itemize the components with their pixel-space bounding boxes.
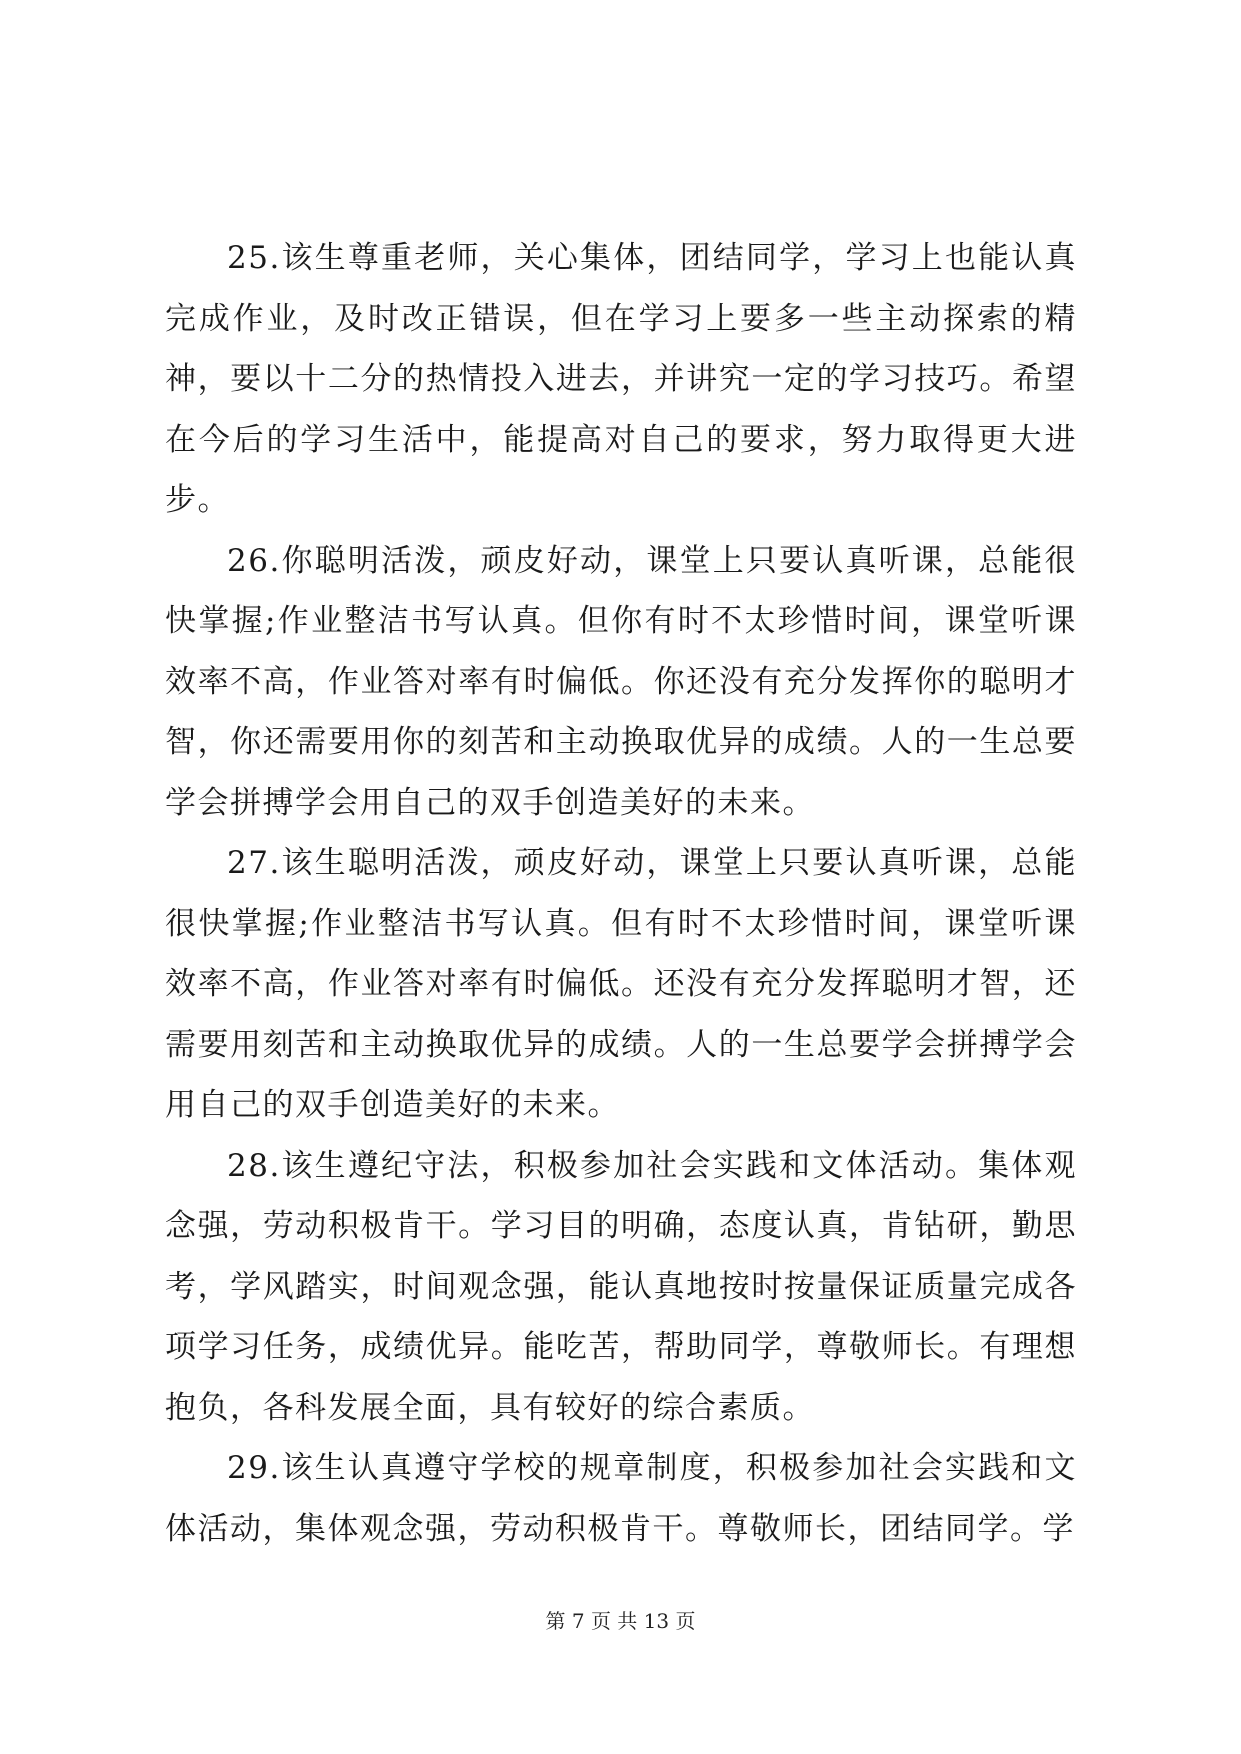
paragraph-29: 29.该生认真遵守学校的规章制度，积极参加社会实践和文体活动，集体观念强，劳动积极肯干。尊敬师长，团结同学。学 [165, 1450, 1077, 1547]
paragraph-27: 27.该生聪明活泼，顽皮好动，课堂上只要认真听课，总能很快掌握;作业整洁书写认真。但有时不太珍惜时间，课堂听课效率不高，作业答对率有时偏低。还没有充分发挥聪明才智，还需要用刻苦和主动换取优异的成绩。人的一生总要学会拼搏学会用自己的双手创造美好的未来。 [165, 845, 1077, 1123]
paragraph-25: 25.该生尊重老师，关心集体，团结同学，学习上也能认真完成作业，及时改正错误，但在学习上要多一些主动探索的精神，要以十二分的热情投入进去，并讲究一定的学习技巧。希望在今后的学习生活中，能提高对自己的要求，努力取得更大进步。 [165, 240, 1077, 518]
paragraph-28: 28.该生遵纪守法，积极参加社会实践和文体活动。集体观念强，劳动积极肯干。学习目的明确，态度认真，肯钻研，勤思考，学风踏实，时间观念强，能认真地按时按量保证质量完成各项学习任务，成绩优异。能吃苦，帮助同学，尊敬师长。有理想抱负，各科发展全面，具有较好的综合素质。 [165, 1147, 1077, 1426]
document-body [165, 228, 1077, 1559]
paragraph-26: 26.你聪明活泼，顽皮好动，课堂上只要认真听课，总能很快掌握;作业整洁书写认真。但你有时不太珍惜时间，课堂听课效率不高，作业答对率有时偏低。你还没有充分发挥你的聪明才智，你还需要用你的刻苦和主动换取优异的成绩。人的一生总要学会拼搏学会用自己的双手创造美好的未来。 [165, 542, 1077, 821]
page-number-footer: 第 7 页 共 13 页 [545, 1609, 696, 1633]
